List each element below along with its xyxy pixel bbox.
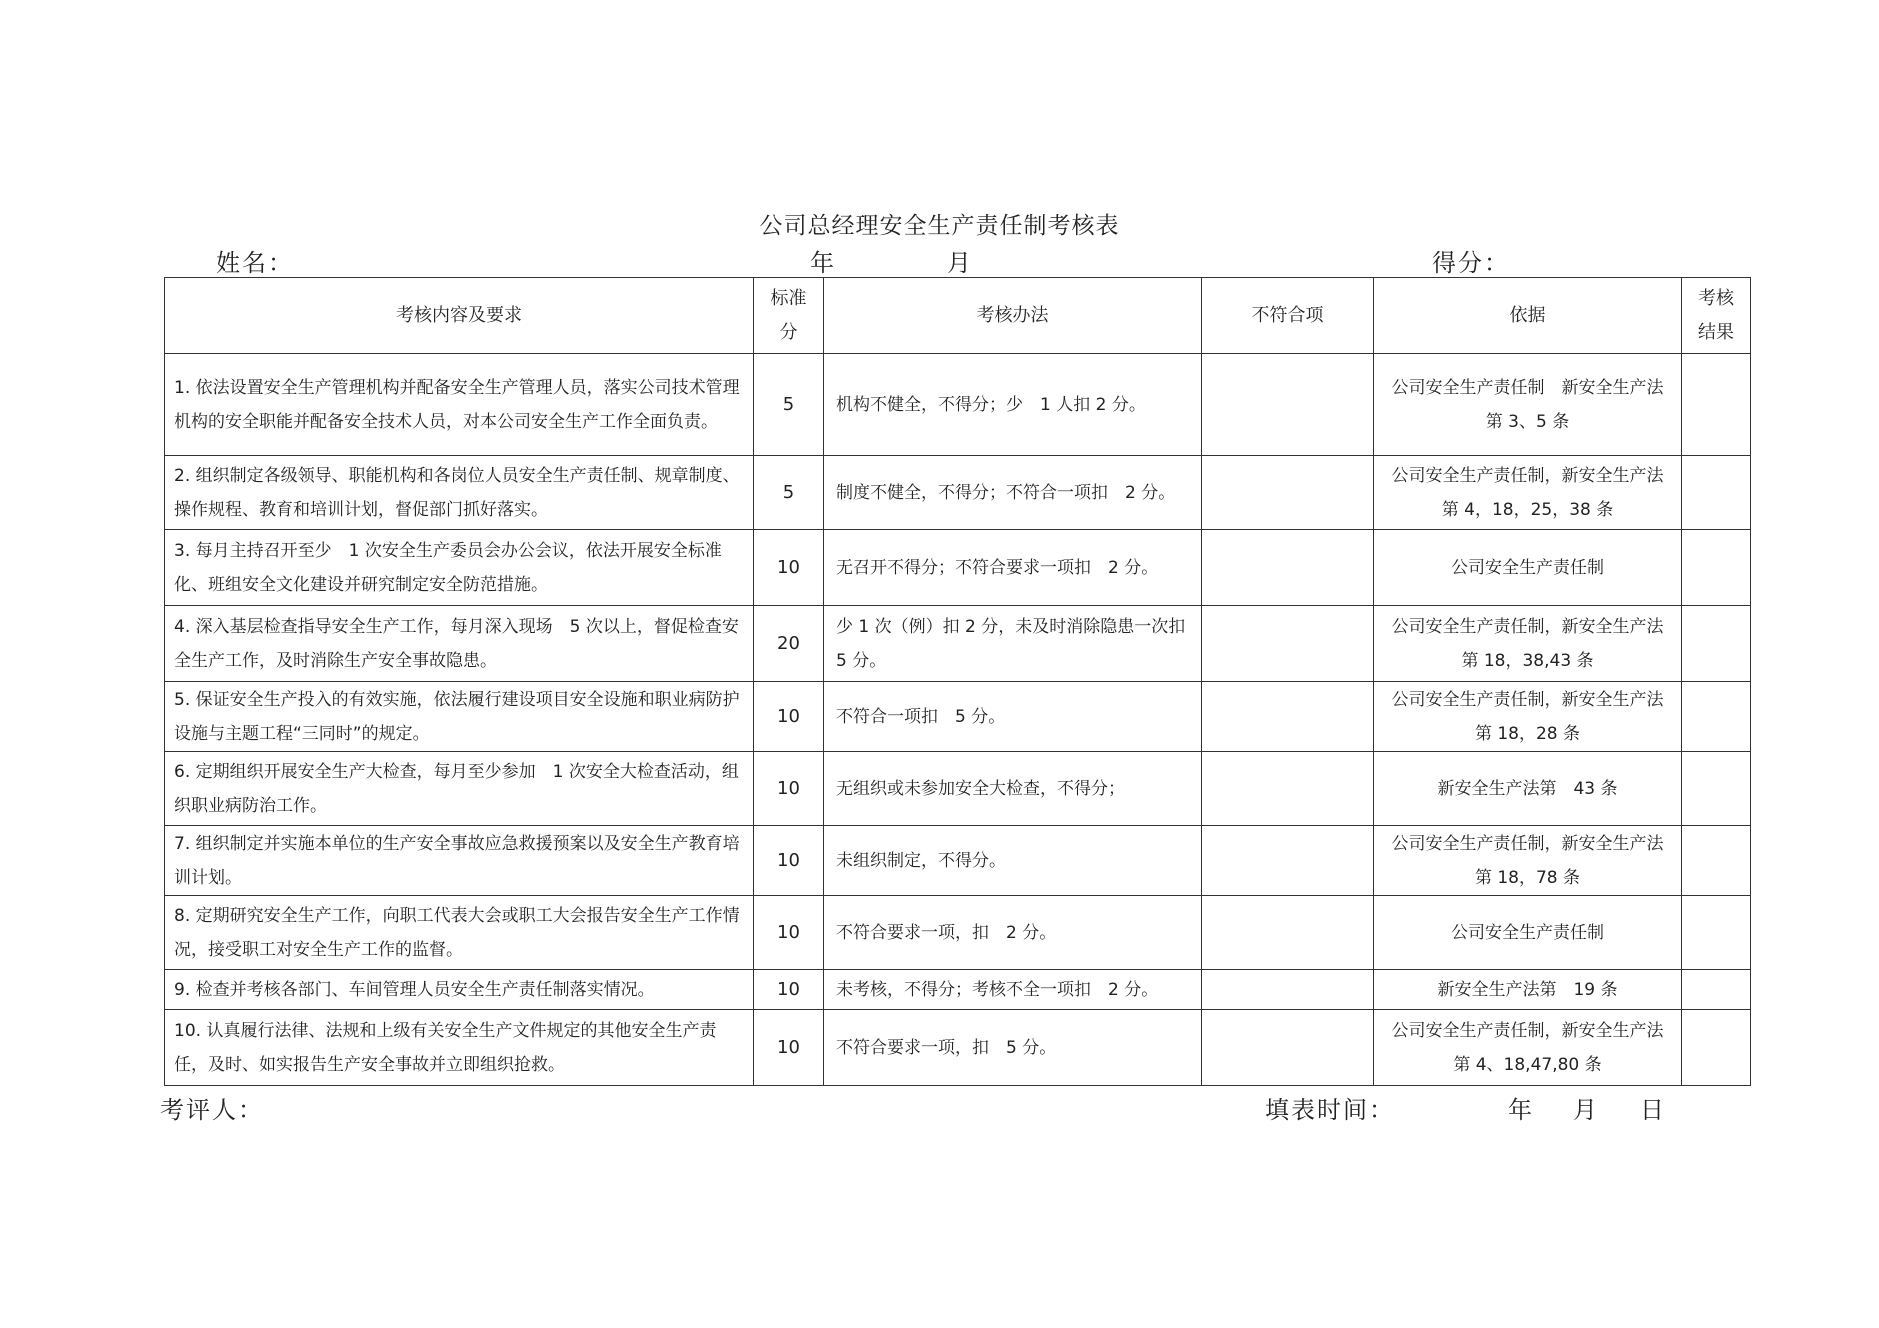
row-noncompliance-cell bbox=[1202, 606, 1374, 682]
footer-month-label: 月 bbox=[1573, 1096, 1599, 1124]
row-method-cell: 少 1 次（例）扣 2 分，未及时消除隐患一次扣 5 分。 bbox=[824, 606, 1202, 682]
column-header-basis: 依据 bbox=[1374, 278, 1682, 354]
row-result-cell bbox=[1682, 530, 1751, 606]
column-header-method: 考核办法 bbox=[824, 278, 1202, 354]
column-header-result: 考核结果 bbox=[1682, 278, 1751, 354]
row-standard-score-cell: 5 bbox=[754, 354, 824, 456]
row-result-cell bbox=[1682, 826, 1751, 896]
table-row bbox=[165, 826, 1751, 896]
row-result-cell bbox=[1682, 896, 1751, 970]
row-noncompliance-cell bbox=[1202, 530, 1374, 606]
row-noncompliance-cell bbox=[1202, 1010, 1374, 1086]
table-row bbox=[165, 896, 1751, 970]
score-label: 得分： bbox=[1432, 249, 1510, 277]
row-basis-cell: 公司安全生产责任制 新安全生产法第 3、5 条 bbox=[1374, 354, 1682, 456]
assessment-table bbox=[164, 277, 1751, 1086]
row-content-cell: 9. 检查并考核各部门、车间管理人员安全生产责任制落实情况。 bbox=[165, 970, 754, 1010]
row-basis-cell: 公司安全生产责任制，新安全生产法第 18，78 条 bbox=[1374, 826, 1682, 896]
row-standard-score-cell: 10 bbox=[754, 970, 824, 1010]
name-label: 姓名： bbox=[216, 249, 294, 277]
row-standard-score-cell: 10 bbox=[754, 1010, 824, 1086]
footer-year-label: 年 bbox=[1508, 1096, 1534, 1124]
table-row bbox=[165, 354, 1751, 456]
table-row bbox=[165, 606, 1751, 682]
table-row bbox=[165, 530, 1751, 606]
row-noncompliance-cell bbox=[1202, 354, 1374, 456]
row-content-cell: 7. 组织制定并实施本单位的生产安全事故应急救援预案以及安全生产教育培训计划。 bbox=[165, 826, 754, 896]
row-method-cell: 不符合要求一项，扣 2 分。 bbox=[824, 896, 1202, 970]
row-method-cell: 无召开不得分；不符合要求一项扣 2 分。 bbox=[824, 530, 1202, 606]
row-content-cell: 6. 定期组织开展安全生产大检查，每月至少参加 1 次安全大检查活动，组织职业病防治工作。 bbox=[165, 752, 754, 826]
row-basis-cell: 公司安全生产责任制 bbox=[1374, 896, 1682, 970]
row-basis-cell: 公司安全生产责任制，新安全生产法第 18，38,43 条 bbox=[1374, 606, 1682, 682]
row-content-cell: 1. 依法设置安全生产管理机构并配备安全生产管理人员，落实公司技术管理机构的安全职能并配备安全技术人员，对本公司安全生产工作全面负责。 bbox=[165, 354, 754, 456]
month-label: 月 bbox=[947, 249, 973, 277]
table-row bbox=[165, 752, 1751, 826]
row-standard-score-cell: 10 bbox=[754, 752, 824, 826]
table-row bbox=[165, 682, 1751, 752]
row-content-cell: 5. 保证安全生产投入的有效实施，依法履行建设项目安全设施和职业病防护设施与主题工程“三同时”的规定。 bbox=[165, 682, 754, 752]
row-standard-score-cell: 10 bbox=[754, 682, 824, 752]
row-basis-cell: 新安全生产法第 43 条 bbox=[1374, 752, 1682, 826]
row-content-cell: 4. 深入基层检查指导安全生产工作，每月深入现场 5 次以上，督促检查安全生产工作，及时消除生产安全事故隐患。 bbox=[165, 606, 754, 682]
year-label: 年 bbox=[810, 249, 836, 277]
row-basis-cell: 公司安全生产责任制 bbox=[1374, 530, 1682, 606]
row-standard-score-cell: 5 bbox=[754, 456, 824, 530]
row-standard-score-cell: 10 bbox=[754, 530, 824, 606]
document-title: 公司总经理安全生产责任制考核表 bbox=[759, 213, 1120, 239]
row-result-cell bbox=[1682, 456, 1751, 530]
footer-day-label: 日 bbox=[1640, 1096, 1666, 1124]
table-header-row bbox=[165, 278, 1751, 354]
row-method-cell: 制度不健全，不得分；不符合一项扣 2 分。 bbox=[824, 456, 1202, 530]
row-result-cell bbox=[1682, 682, 1751, 752]
row-noncompliance-cell bbox=[1202, 826, 1374, 896]
row-method-cell: 无组织或未参加安全大检查，不得分； bbox=[824, 752, 1202, 826]
row-basis-cell: 公司安全生产责任制，新安全生产法第 4、18,47,80 条 bbox=[1374, 1010, 1682, 1086]
row-content-cell: 8. 定期研究安全生产工作，向职工代表大会或职工大会报告安全生产工作情况，接受职工对安全生产工作的监督。 bbox=[165, 896, 754, 970]
row-result-cell bbox=[1682, 354, 1751, 456]
row-standard-score-cell: 10 bbox=[754, 826, 824, 896]
row-noncompliance-cell bbox=[1202, 970, 1374, 1010]
row-noncompliance-cell bbox=[1202, 456, 1374, 530]
row-standard-score-cell: 20 bbox=[754, 606, 824, 682]
row-result-cell bbox=[1682, 1010, 1751, 1086]
reviewer-label: 考评人： bbox=[160, 1096, 264, 1124]
row-method-cell: 未组织制定，不得分。 bbox=[824, 826, 1202, 896]
row-method-cell: 机构不健全，不得分；少 1 人扣 2 分。 bbox=[824, 354, 1202, 456]
column-header-standard-score: 标准分 bbox=[754, 278, 824, 354]
column-header-noncompliance: 不符合项 bbox=[1202, 278, 1374, 354]
row-method-cell: 未考核，不得分；考核不全一项扣 2 分。 bbox=[824, 970, 1202, 1010]
row-result-cell bbox=[1682, 970, 1751, 1010]
row-basis-cell: 公司安全生产责任制，新安全生产法第 18，28 条 bbox=[1374, 682, 1682, 752]
row-basis-cell: 公司安全生产责任制，新安全生产法第 4，18，25，38 条 bbox=[1374, 456, 1682, 530]
row-noncompliance-cell bbox=[1202, 682, 1374, 752]
row-content-cell: 2. 组织制定各级领导、职能机构和各岗位人员安全生产责任制、规章制度、操作规程、教育和培训计划，督促部门抓好落实。 bbox=[165, 456, 754, 530]
column-header-content: 考核内容及要求 bbox=[165, 278, 754, 354]
row-basis-cell: 新安全生产法第 19 条 bbox=[1374, 970, 1682, 1010]
row-result-cell bbox=[1682, 752, 1751, 826]
table-row bbox=[165, 970, 1751, 1010]
table-row bbox=[165, 1010, 1751, 1086]
row-method-cell: 不符合要求一项，扣 5 分。 bbox=[824, 1010, 1202, 1086]
row-result-cell bbox=[1682, 606, 1751, 682]
fill-time-label: 填表时间： bbox=[1265, 1096, 1395, 1124]
row-noncompliance-cell bbox=[1202, 896, 1374, 970]
row-standard-score-cell: 10 bbox=[754, 896, 824, 970]
row-content-cell: 3. 每月主持召开至少 1 次安全生产委员会办公会议，依法开展安全标准化、班组安全文化建设并研究制定安全防范措施。 bbox=[165, 530, 754, 606]
row-method-cell: 不符合一项扣 5 分。 bbox=[824, 682, 1202, 752]
row-content-cell: 10. 认真履行法律、法规和上级有关安全生产文件规定的其他安全生产责任，及时、如实报告生产安全事故并立即组织抢救。 bbox=[165, 1010, 754, 1086]
row-noncompliance-cell bbox=[1202, 752, 1374, 826]
table-row bbox=[165, 456, 1751, 530]
